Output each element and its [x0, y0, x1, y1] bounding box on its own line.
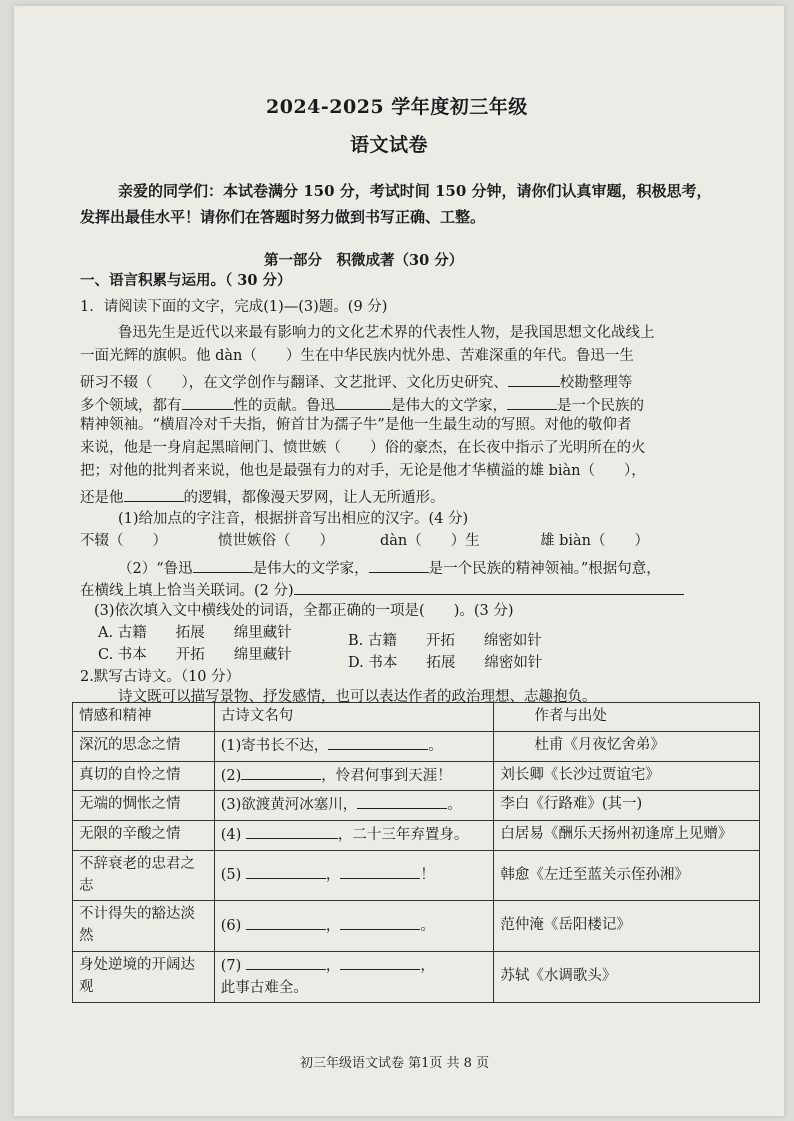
table-row [73, 901, 760, 952]
passage-line: 一面光辉的旗帜。他 dàn（ ）生在中华民族内忧外患、苦难深重的年代。鲁迅一生 [80, 348, 634, 364]
answer-blank[interactable] [246, 955, 326, 970]
source-cell: 李白《行路难》(其一) [494, 791, 760, 821]
option-b: B. 古籍 开拓 绵密如针 [348, 633, 542, 649]
passage-line: 把；对他的批判者来说，他也是最强有力的对手，无论是他才华横溢的雄 biàn（ ）， [80, 463, 646, 479]
verse-cell: (1)寄书长不达， 。 [214, 731, 494, 761]
pinyin-item: 雄 biàn（ ） [540, 533, 650, 549]
source-cell: 苏轼《水调歌头》 [494, 951, 760, 1003]
table-header: 作者与出处 [494, 703, 760, 732]
answer-blank[interactable] [246, 915, 326, 930]
table-row [73, 791, 760, 821]
poem-table [72, 702, 760, 1003]
verse-cell: (7) ， ， 此事古难全。 [214, 951, 494, 1003]
source-cell: 范仲淹《岳阳楼记》 [494, 901, 760, 952]
passage-line: 还是他 的逻辑，都像漫天罗网，让人无所遁形。 [80, 487, 445, 506]
passage-line: 研习不辍（ ），在文学创作与翻译、文艺批评、文化历史研究、 校勘整理等 [80, 372, 632, 391]
option-a: A. 古籍 拓展 绵里藏针 [98, 625, 292, 641]
passage-line: 精神领袖。“横眉冷对千夫指，俯首甘为孺子牛”是他一生最生动的写照。对他的敬仰者 [80, 417, 632, 433]
table-header: 古诗文名句 [214, 703, 494, 732]
verse-cell: (3)欲渡黄河冰塞川， 。 [214, 791, 494, 821]
table-row [73, 821, 760, 851]
source-cell: 刘长卿《长沙过贾谊宅》 [494, 761, 760, 791]
emotion-cell: 真切的自怜之情 [73, 761, 215, 791]
emotion-cell: 身处逆境的开阔达观 [73, 951, 215, 1003]
answer-blank[interactable] [340, 955, 420, 970]
option-c: C. 书本 开拓 绵里藏针 [98, 647, 292, 663]
pinyin-item: dàn（ ）生 [380, 533, 480, 549]
question-1-1: (1)给加点的字注音，根据拼音写出相应的汉字。(4 分) [118, 511, 469, 527]
exam-subtitle: 语文试卷 [350, 134, 429, 156]
answer-blank[interactable] [246, 864, 326, 879]
question-1-3: (3)依次填入文中横线处的词语，全都正确的一项是( )。(3 分) [94, 603, 514, 619]
verse-cell: (2) ，怜君何事到天涯！ [214, 761, 494, 791]
answer-blank[interactable] [340, 864, 420, 879]
question-2: 2.默写古诗文。（10 分） [80, 669, 241, 685]
question-1-stem: 1．请阅读下面的文字，完成(1)—(3)题。(9 分) [80, 299, 388, 315]
emotion-cell: 无端的惆怅之情 [73, 791, 215, 821]
verse-cell: (5) ， ！ [214, 850, 494, 901]
exam-title: 2024-2025 学年度初三年级 [266, 96, 528, 118]
answer-blank[interactable] [328, 735, 428, 750]
source-cell: 杜甫《月夜忆舍弟》 [494, 731, 760, 761]
question-1-2: （2）“鲁迅 是伟大的文学家， 是一个民族的精神领袖。”根据句意， [118, 558, 661, 577]
answer-blank[interactable] [246, 824, 338, 839]
emotion-cell: 不计得失的豁达淡然 [73, 901, 215, 952]
table-row [73, 951, 760, 1003]
pinyin-item: 不辍（ ） [80, 533, 167, 549]
table-row [73, 731, 760, 761]
option-d: D. 书本 拓展 绵密如针 [348, 655, 543, 671]
table-row [73, 850, 760, 901]
part-heading: 第一部分 积微成著（30 分） [264, 252, 464, 269]
passage-line: 多个领域，都有 性的贡献。鲁迅 是伟大的文学家， 是一个民族的 [80, 395, 644, 414]
emotion-cell: 深沉的思念之情 [73, 731, 215, 761]
page-footer: 初三年级语文试卷 第1页 共 8 页 [300, 1056, 490, 1071]
question-2-intro: 诗文既可以描写景物、抒发感情，也可以表达作者的政治理想、志趣抱负。 [118, 689, 597, 705]
source-cell: 白居易《酬乐天扬州初逢席上见赠》 [494, 821, 760, 851]
table-header-row [73, 703, 760, 732]
answer-blank[interactable] [241, 765, 321, 780]
table-header: 情感和精神 [73, 703, 215, 732]
section-heading: 一、语言积累与运用。（ 30 分） [80, 272, 292, 289]
answer-blank[interactable] [340, 915, 420, 930]
source-cell: 韩愈《左迁至蓝关示侄孙湘》 [494, 850, 760, 901]
answer-blank[interactable] [357, 794, 447, 809]
emotion-cell: 无限的辛酸之情 [73, 821, 215, 851]
verse-cell: (6) ， 。 [214, 901, 494, 952]
intro-line-2: 发挥出最佳水平！请你们在答题时努力做到书写正确、工整。 [80, 208, 486, 226]
intro-line-1: 亲爱的同学们：本试卷满分 150 分，考试时间 150 分钟，请你们认真审题，积极思考， [118, 182, 712, 200]
emotion-cell: 不辞衰老的忠君之志 [73, 850, 215, 901]
table-row [73, 761, 760, 791]
passage-line: 来说，他是一身肩起黑暗闸门、愤世嫉（ ）俗的豪杰，在长夜中指示了光明所在的火 [80, 440, 646, 456]
passage-line: 鲁迅先生是近代以来最有影响力的文化艺术界的代表性人物，是我国思想文化战线上 [118, 325, 655, 341]
pinyin-item: 愤世嫉俗（ ） [218, 533, 334, 549]
question-1-2-cont: 在横线上填上恰当关联词。(2 分) [80, 580, 684, 599]
exam-page [14, 6, 784, 1116]
verse-cell: (4) ，二十三年弃置身。 [214, 821, 494, 851]
